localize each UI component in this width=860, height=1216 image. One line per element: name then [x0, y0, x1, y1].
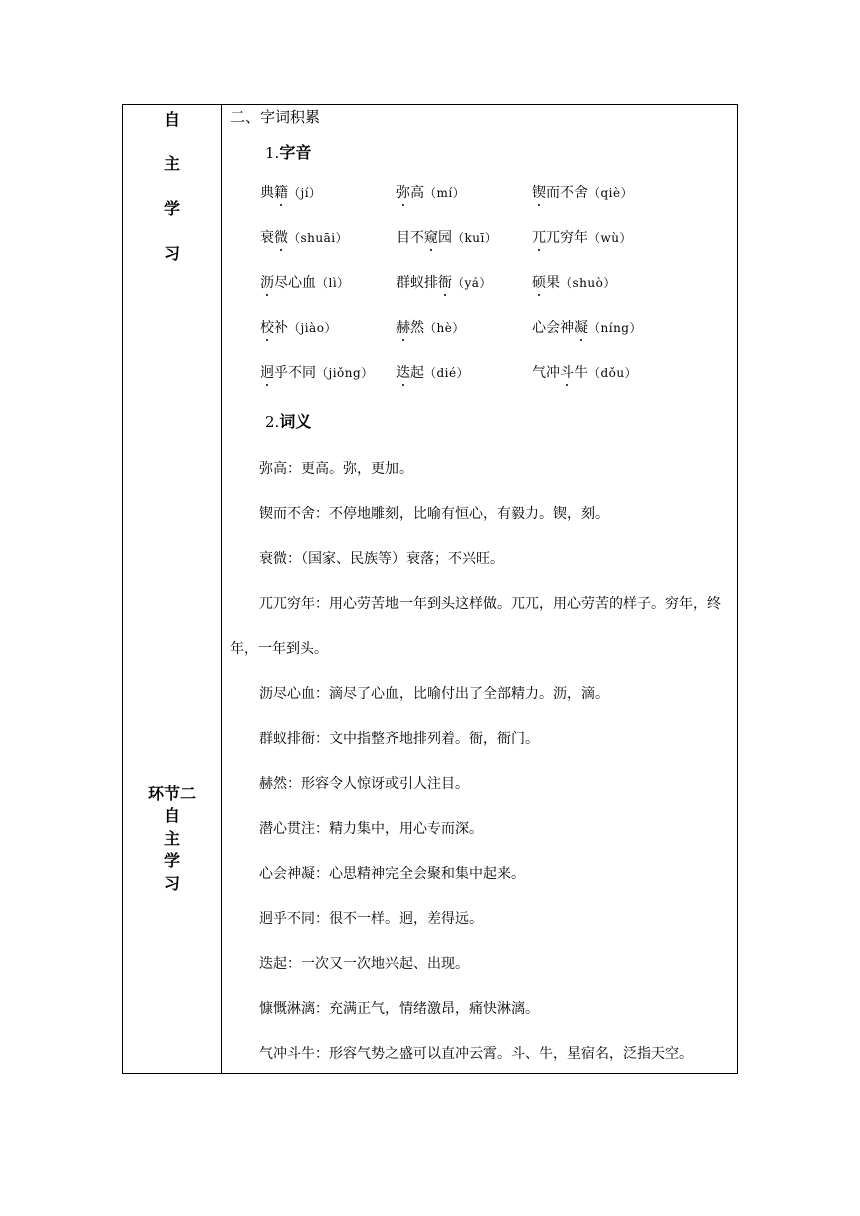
pinyin: （qiè） [588, 186, 634, 200]
pinyin: （yá） [452, 276, 492, 290]
study-table [122, 104, 738, 1074]
heading-number: 1. [265, 144, 280, 162]
pronunciation-item [532, 273, 616, 293]
emphasized-char: 沥 [260, 275, 274, 291]
meaning-heading [265, 411, 311, 433]
pronunciation-item [532, 183, 633, 203]
pronunciation-item [396, 318, 465, 338]
emphasized-char: 赫 [396, 320, 410, 336]
word-part: 而不舍 [546, 185, 588, 201]
word-part: 目不 [396, 230, 424, 246]
emphasized-char: 衙 [438, 275, 452, 291]
word-part: 高 [410, 185, 424, 201]
heading-text: 字音 [279, 143, 312, 162]
content-column [222, 105, 737, 1073]
pinyin: （jiǒng） [316, 366, 374, 380]
emphasized-char: 迭 [396, 365, 410, 381]
stage-char: 主 [163, 154, 180, 173]
section-title: 二、字词积累 [230, 108, 321, 126]
emphasized-char: 校 [260, 320, 274, 336]
pronunciation-item [532, 228, 632, 248]
pinyin: （wù） [588, 231, 633, 245]
meaning-item: 气冲斗牛：形容气势之盛可以直冲云霄。斗、牛，星宿名，泛指天空。 [259, 1046, 693, 1062]
meaning-item: 心会神凝：心思精神完全会聚和集中起来。 [259, 866, 525, 882]
pinyin: （mí） [424, 186, 466, 200]
pinyin: （hè） [424, 321, 465, 335]
pronunciation-item [396, 363, 469, 383]
stage-char: 自 [163, 110, 180, 129]
pinyin: （jí） [288, 186, 322, 200]
emphasized-char: 凝 [574, 320, 588, 336]
pronunciation-item [396, 183, 465, 203]
word-part: 衰 [260, 230, 274, 246]
emphasized-char: 兀 [532, 230, 546, 246]
heading-number: 2. [265, 413, 280, 431]
emphasized-char: 斗 [560, 365, 574, 381]
pinyin: （shuāi） [288, 231, 349, 245]
pronunciation-item [260, 228, 348, 248]
meaning-item: 弥高：更高。弥，更加。 [259, 461, 413, 477]
pronunciation-item [396, 228, 497, 248]
pronunciation-item [260, 273, 350, 293]
pinyin: （kuī） [452, 231, 498, 245]
pinyin: （shuò） [560, 276, 616, 290]
stage-char: 自 [163, 806, 180, 825]
emphasized-char: 锲 [532, 185, 546, 201]
pinyin: （lì） [316, 276, 350, 290]
emphasized-char: 迥 [260, 365, 274, 381]
pronunciation-item [260, 183, 322, 203]
meaning-item: 迥乎不同：很不一样。迥，差得远。 [259, 911, 483, 927]
word-part: 群蚁排 [396, 275, 438, 291]
meaning-item: 迭起：一次又一次地兴起、出现。 [259, 956, 469, 972]
stage-char: 学 [163, 851, 180, 870]
word-part: 补 [274, 320, 288, 336]
stage-char: 习 [163, 244, 180, 263]
meaning-item: 群蚁排衙：文中指整齐地排列着。衙，衙门。 [259, 731, 539, 747]
pronunciation-heading [265, 142, 311, 164]
word-part: 兀穷年 [546, 230, 588, 246]
stage-char: 学 [163, 199, 180, 218]
pinyin: （dié） [424, 366, 470, 380]
word-part: 起 [410, 365, 424, 381]
word-part: 尽心血 [274, 275, 316, 291]
meaning-item: 沥尽心血：滴尽了心血，比喻付出了全部精力。沥，滴。 [259, 686, 609, 702]
meaning-item: 衰微：（国家、民族等）衰落；不兴旺。 [259, 551, 504, 567]
word-part: 典 [260, 185, 274, 201]
pinyin: （níng） [588, 321, 642, 335]
pronunciation-item [260, 363, 374, 383]
emphasized-char: 窥 [424, 230, 438, 246]
emphasized-char: 弥 [396, 185, 410, 201]
word-part: 果 [546, 275, 560, 291]
word-part: 乎不同 [274, 365, 316, 381]
word-part: 然 [410, 320, 424, 336]
stage-label: 环节二 [147, 784, 196, 803]
pronunciation-item [532, 363, 637, 383]
word-part: 气冲 [532, 365, 560, 381]
stage-char: 主 [163, 829, 180, 848]
pinyin: （dǒu） [588, 366, 638, 380]
word-part: 牛 [574, 365, 588, 381]
word-part: 心会神 [532, 320, 574, 336]
meaning-item: 兀兀穷年：用心劳苦地一年到头这样做。兀兀，用心劳苦的样子。穷年，终年，一年到头。 [230, 596, 721, 657]
word-part: 园 [438, 230, 452, 246]
meaning-item: 锲而不舍：不停地雕刻，比喻有恒心，有毅力。锲，刻。 [259, 506, 609, 522]
emphasized-char: 微 [274, 230, 288, 246]
pronunciation-item [532, 318, 642, 338]
meaning-item: 赫然：形容令人惊讶或引人注目。 [259, 776, 469, 792]
heading-text: 词义 [279, 412, 312, 431]
stage-column [123, 105, 221, 1073]
emphasized-char: 硕 [532, 275, 546, 291]
meaning-item: 慷慨淋漓：充满正气，情绪激昂，痛快淋漓。 [259, 1001, 539, 1017]
emphasized-char: 籍 [274, 185, 288, 201]
stage-char: 习 [163, 874, 180, 893]
meaning-item: 潜心贯注：精力集中，用心专而深。 [259, 821, 483, 837]
pinyin: （jiào） [288, 321, 337, 335]
pronunciation-item [396, 273, 492, 293]
pronunciation-item [260, 318, 337, 338]
